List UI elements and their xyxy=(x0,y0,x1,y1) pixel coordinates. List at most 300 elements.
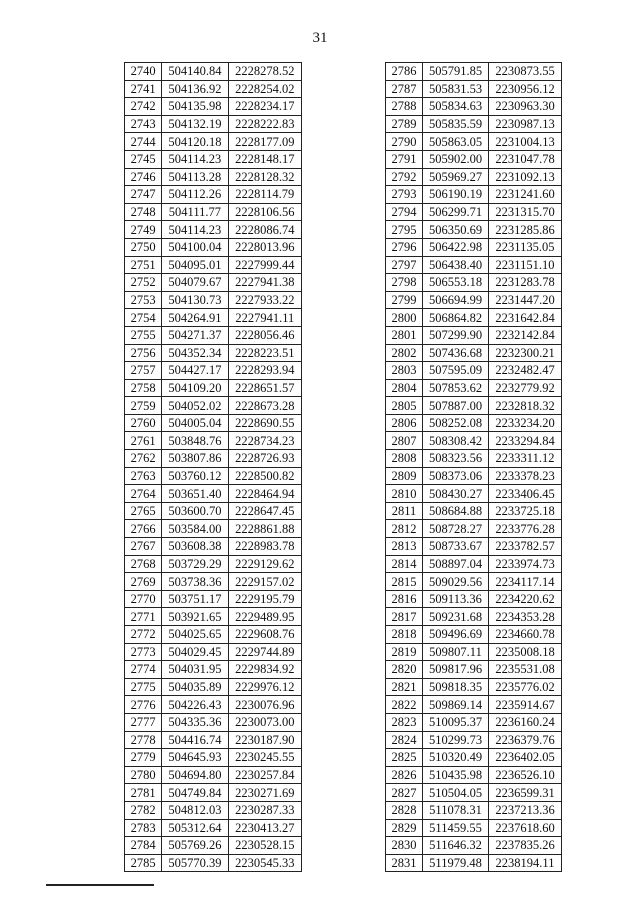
point-number-cell: 2743 xyxy=(125,115,162,133)
table-row xyxy=(386,661,562,679)
y-coordinate-cell: 2236599.31 xyxy=(489,784,562,802)
table-row xyxy=(386,555,562,573)
y-coordinate-cell: 2228500.82 xyxy=(228,467,301,485)
x-coordinate-cell: 504132.19 xyxy=(162,115,228,133)
x-coordinate-cell: 509231.68 xyxy=(423,608,489,626)
table-row xyxy=(386,450,562,468)
x-coordinate-cell: 508373.06 xyxy=(423,467,489,485)
point-number-cell: 2759 xyxy=(125,397,162,415)
y-coordinate-cell: 2227999.44 xyxy=(228,256,301,274)
point-number-cell: 2818 xyxy=(386,626,423,644)
table-row xyxy=(125,309,302,327)
y-coordinate-cell: 2233234.20 xyxy=(489,414,562,432)
x-coordinate-cell: 510095.37 xyxy=(423,713,489,731)
point-number-cell: 2771 xyxy=(125,608,162,626)
y-coordinate-cell: 2230287.33 xyxy=(228,801,301,819)
x-coordinate-cell: 511979.48 xyxy=(423,854,489,872)
table-row xyxy=(125,643,302,661)
point-number-cell: 2752 xyxy=(125,274,162,292)
y-coordinate-cell: 2228726.93 xyxy=(228,450,301,468)
y-coordinate-cell: 2228222.83 xyxy=(228,115,301,133)
table-row xyxy=(125,520,302,538)
x-coordinate-cell: 504335.36 xyxy=(162,713,228,731)
table-row xyxy=(125,168,302,186)
table-row xyxy=(125,538,302,556)
x-coordinate-cell: 504140.84 xyxy=(162,63,228,81)
footnote-rule xyxy=(46,884,154,886)
y-coordinate-cell: 2237835.26 xyxy=(489,837,562,855)
y-coordinate-cell: 2230956.12 xyxy=(489,80,562,98)
table-row xyxy=(125,98,302,116)
y-coordinate-cell: 2230963.30 xyxy=(489,98,562,116)
y-coordinate-cell: 2228690.55 xyxy=(228,414,301,432)
x-coordinate-cell: 504226.43 xyxy=(162,696,228,714)
point-number-cell: 2828 xyxy=(386,801,423,819)
y-coordinate-cell: 2228293.94 xyxy=(228,362,301,380)
point-number-cell: 2791 xyxy=(386,150,423,168)
table-row xyxy=(125,186,302,204)
x-coordinate-cell: 509869.14 xyxy=(423,696,489,714)
point-number-cell: 2763 xyxy=(125,467,162,485)
point-number-cell: 2819 xyxy=(386,643,423,661)
point-number-cell: 2820 xyxy=(386,661,423,679)
coordinates-table-left xyxy=(124,62,302,872)
x-coordinate-cell: 504271.37 xyxy=(162,326,228,344)
point-number-cell: 2740 xyxy=(125,63,162,81)
x-coordinate-cell: 508430.27 xyxy=(423,485,489,503)
y-coordinate-cell: 2228647.45 xyxy=(228,502,301,520)
table-row xyxy=(386,326,562,344)
x-coordinate-cell: 504109.20 xyxy=(162,379,228,397)
y-coordinate-cell: 2230073.00 xyxy=(228,713,301,731)
y-coordinate-cell: 2228651.57 xyxy=(228,379,301,397)
point-number-cell: 2750 xyxy=(125,238,162,256)
y-coordinate-cell: 2229744.89 xyxy=(228,643,301,661)
x-coordinate-cell: 508684.88 xyxy=(423,502,489,520)
point-number-cell: 2793 xyxy=(386,186,423,204)
table-row xyxy=(386,362,562,380)
y-coordinate-cell: 2234353.28 xyxy=(489,608,562,626)
point-number-cell: 2815 xyxy=(386,573,423,591)
table-row xyxy=(386,274,562,292)
y-coordinate-cell: 2230245.55 xyxy=(228,749,301,767)
y-coordinate-cell: 2238194.11 xyxy=(489,854,562,872)
table-row xyxy=(125,819,302,837)
table-row xyxy=(386,397,562,415)
x-coordinate-cell: 507853.62 xyxy=(423,379,489,397)
x-coordinate-cell: 510504.05 xyxy=(423,784,489,802)
table-row xyxy=(386,801,562,819)
point-number-cell: 2814 xyxy=(386,555,423,573)
point-number-cell: 2785 xyxy=(125,854,162,872)
y-coordinate-cell: 2230257.84 xyxy=(228,766,301,784)
table-row xyxy=(386,238,562,256)
point-number-cell: 2789 xyxy=(386,115,423,133)
x-coordinate-cell: 505791.85 xyxy=(423,63,489,81)
table-row xyxy=(125,238,302,256)
table-row xyxy=(125,626,302,644)
table-row xyxy=(125,344,302,362)
table-row xyxy=(386,819,562,837)
point-number-cell: 2804 xyxy=(386,379,423,397)
y-coordinate-cell: 2234660.78 xyxy=(489,626,562,644)
point-number-cell: 2786 xyxy=(386,63,423,81)
x-coordinate-cell: 507436.68 xyxy=(423,344,489,362)
x-coordinate-cell: 505769.26 xyxy=(162,837,228,855)
table-row xyxy=(125,115,302,133)
table-row xyxy=(125,414,302,432)
point-number-cell: 2787 xyxy=(386,80,423,98)
x-coordinate-cell: 509029.56 xyxy=(423,573,489,591)
table-row xyxy=(125,203,302,221)
x-coordinate-cell: 504114.23 xyxy=(162,150,228,168)
table-row xyxy=(386,414,562,432)
table-row xyxy=(386,432,562,450)
point-number-cell: 2799 xyxy=(386,291,423,309)
x-coordinate-cell: 504136.92 xyxy=(162,80,228,98)
point-number-cell: 2802 xyxy=(386,344,423,362)
x-coordinate-cell: 504130.73 xyxy=(162,291,228,309)
point-number-cell: 2794 xyxy=(386,203,423,221)
table-row xyxy=(386,520,562,538)
y-coordinate-cell: 2233725.18 xyxy=(489,502,562,520)
point-number-cell: 2778 xyxy=(125,731,162,749)
y-coordinate-cell: 2230545.33 xyxy=(228,854,301,872)
y-coordinate-cell: 2231315.70 xyxy=(489,203,562,221)
x-coordinate-cell: 503807.86 xyxy=(162,450,228,468)
x-coordinate-cell: 504112.26 xyxy=(162,186,228,204)
point-number-cell: 2821 xyxy=(386,678,423,696)
y-coordinate-cell: 2228056.46 xyxy=(228,326,301,344)
table-row xyxy=(386,643,562,661)
point-number-cell: 2766 xyxy=(125,520,162,538)
point-number-cell: 2781 xyxy=(125,784,162,802)
y-coordinate-cell: 2229608.76 xyxy=(228,626,301,644)
table-row xyxy=(386,291,562,309)
table-row xyxy=(125,432,302,450)
x-coordinate-cell: 504100.04 xyxy=(162,238,228,256)
point-number-cell: 2757 xyxy=(125,362,162,380)
table-row xyxy=(386,678,562,696)
y-coordinate-cell: 2233378.23 xyxy=(489,467,562,485)
x-coordinate-cell: 506438.40 xyxy=(423,256,489,274)
table-row xyxy=(125,784,302,802)
table-row xyxy=(386,379,562,397)
y-coordinate-cell: 2237618.60 xyxy=(489,819,562,837)
table-row xyxy=(386,344,562,362)
y-coordinate-cell: 2229976.12 xyxy=(228,678,301,696)
y-coordinate-cell: 2236526.10 xyxy=(489,766,562,784)
table-row xyxy=(125,749,302,767)
table-row xyxy=(125,713,302,731)
table-row xyxy=(386,168,562,186)
y-coordinate-cell: 2232779.92 xyxy=(489,379,562,397)
point-number-cell: 2755 xyxy=(125,326,162,344)
y-coordinate-cell: 2228464.94 xyxy=(228,485,301,503)
y-coordinate-cell: 2233974.73 xyxy=(489,555,562,573)
x-coordinate-cell: 510299.73 xyxy=(423,731,489,749)
y-coordinate-cell: 2231447.20 xyxy=(489,291,562,309)
x-coordinate-cell: 504812.03 xyxy=(162,801,228,819)
x-coordinate-cell: 504427.17 xyxy=(162,362,228,380)
table-row xyxy=(125,326,302,344)
table-row xyxy=(386,309,562,327)
point-number-cell: 2747 xyxy=(125,186,162,204)
coordinates-table-left-body xyxy=(125,63,302,872)
point-number-cell: 2806 xyxy=(386,414,423,432)
y-coordinate-cell: 2236379.76 xyxy=(489,731,562,749)
x-coordinate-cell: 504029.45 xyxy=(162,643,228,661)
coordinates-table-right-body xyxy=(386,63,562,872)
x-coordinate-cell: 504111.77 xyxy=(162,203,228,221)
y-coordinate-cell: 2230271.69 xyxy=(228,784,301,802)
point-number-cell: 2749 xyxy=(125,221,162,239)
x-coordinate-cell: 506422.98 xyxy=(423,238,489,256)
x-coordinate-cell: 511646.32 xyxy=(423,837,489,855)
x-coordinate-cell: 505834.63 xyxy=(423,98,489,116)
x-coordinate-cell: 505969.27 xyxy=(423,168,489,186)
x-coordinate-cell: 504416.74 xyxy=(162,731,228,749)
y-coordinate-cell: 2232142.84 xyxy=(489,326,562,344)
point-number-cell: 2742 xyxy=(125,98,162,116)
y-coordinate-cell: 2234220.62 xyxy=(489,590,562,608)
y-coordinate-cell: 2228177.09 xyxy=(228,133,301,151)
y-coordinate-cell: 2231241.60 xyxy=(489,186,562,204)
y-coordinate-cell: 2231004.13 xyxy=(489,133,562,151)
point-number-cell: 2797 xyxy=(386,256,423,274)
point-number-cell: 2762 xyxy=(125,450,162,468)
page-number: 31 xyxy=(312,30,328,46)
x-coordinate-cell: 507887.00 xyxy=(423,397,489,415)
y-coordinate-cell: 2234117.14 xyxy=(489,573,562,591)
y-coordinate-cell: 2230528.15 xyxy=(228,837,301,855)
point-number-cell: 2780 xyxy=(125,766,162,784)
x-coordinate-cell: 507299.90 xyxy=(423,326,489,344)
point-number-cell: 2748 xyxy=(125,203,162,221)
point-number-cell: 2784 xyxy=(125,837,162,855)
x-coordinate-cell: 506350.69 xyxy=(423,221,489,239)
x-coordinate-cell: 505835.59 xyxy=(423,115,489,133)
x-coordinate-cell: 504095.01 xyxy=(162,256,228,274)
x-coordinate-cell: 509807.11 xyxy=(423,643,489,661)
y-coordinate-cell: 2228114.79 xyxy=(228,186,301,204)
x-coordinate-cell: 506190.19 xyxy=(423,186,489,204)
x-coordinate-cell: 504052.02 xyxy=(162,397,228,415)
table-row xyxy=(125,256,302,274)
y-coordinate-cell: 2231642.84 xyxy=(489,309,562,327)
x-coordinate-cell: 508897.04 xyxy=(423,555,489,573)
y-coordinate-cell: 2231285.86 xyxy=(489,221,562,239)
table-row xyxy=(125,608,302,626)
point-number-cell: 2776 xyxy=(125,696,162,714)
y-coordinate-cell: 2233311.12 xyxy=(489,450,562,468)
table-row xyxy=(386,590,562,608)
table-row xyxy=(125,362,302,380)
table-row xyxy=(386,98,562,116)
point-number-cell: 2790 xyxy=(386,133,423,151)
table-row xyxy=(125,150,302,168)
table-row xyxy=(125,661,302,679)
x-coordinate-cell: 505863.05 xyxy=(423,133,489,151)
y-coordinate-cell: 2229157.02 xyxy=(228,573,301,591)
point-number-cell: 2827 xyxy=(386,784,423,802)
y-coordinate-cell: 2235776.02 xyxy=(489,678,562,696)
x-coordinate-cell: 504694.80 xyxy=(162,766,228,784)
point-number-cell: 2745 xyxy=(125,150,162,168)
y-coordinate-cell: 2228673.28 xyxy=(228,397,301,415)
x-coordinate-cell: 509113.36 xyxy=(423,590,489,608)
x-coordinate-cell: 511459.55 xyxy=(423,819,489,837)
point-number-cell: 2765 xyxy=(125,502,162,520)
table-row xyxy=(125,555,302,573)
point-number-cell: 2825 xyxy=(386,749,423,767)
table-row xyxy=(386,854,562,872)
x-coordinate-cell: 508252.08 xyxy=(423,414,489,432)
y-coordinate-cell: 2231092.13 xyxy=(489,168,562,186)
table-row xyxy=(386,221,562,239)
point-number-cell: 2795 xyxy=(386,221,423,239)
point-number-cell: 2811 xyxy=(386,502,423,520)
point-number-cell: 2796 xyxy=(386,238,423,256)
x-coordinate-cell: 504352.34 xyxy=(162,344,228,362)
y-coordinate-cell: 2228148.17 xyxy=(228,150,301,168)
point-number-cell: 2822 xyxy=(386,696,423,714)
y-coordinate-cell: 2227933.22 xyxy=(228,291,301,309)
y-coordinate-cell: 2227941.11 xyxy=(228,309,301,327)
y-coordinate-cell: 2230873.55 xyxy=(489,63,562,81)
table-row xyxy=(386,731,562,749)
table-row xyxy=(386,837,562,855)
x-coordinate-cell: 504645.93 xyxy=(162,749,228,767)
point-number-cell: 2756 xyxy=(125,344,162,362)
x-coordinate-cell: 508733.67 xyxy=(423,538,489,556)
y-coordinate-cell: 2228106.56 xyxy=(228,203,301,221)
y-coordinate-cell: 2232300.21 xyxy=(489,344,562,362)
table-row xyxy=(386,467,562,485)
x-coordinate-cell: 510320.49 xyxy=(423,749,489,767)
table-row xyxy=(386,538,562,556)
point-number-cell: 2816 xyxy=(386,590,423,608)
table-row xyxy=(386,256,562,274)
y-coordinate-cell: 2233406.45 xyxy=(489,485,562,503)
table-row xyxy=(386,749,562,767)
point-number-cell: 2800 xyxy=(386,309,423,327)
table-row xyxy=(125,696,302,714)
point-number-cell: 2813 xyxy=(386,538,423,556)
table-row xyxy=(386,63,562,81)
y-coordinate-cell: 2231283.78 xyxy=(489,274,562,292)
point-number-cell: 2824 xyxy=(386,731,423,749)
point-number-cell: 2812 xyxy=(386,520,423,538)
table-row xyxy=(125,766,302,784)
table-row xyxy=(386,133,562,151)
point-number-cell: 2782 xyxy=(125,801,162,819)
x-coordinate-cell: 506299.71 xyxy=(423,203,489,221)
point-number-cell: 2746 xyxy=(125,168,162,186)
y-coordinate-cell: 2237213.36 xyxy=(489,801,562,819)
table-row xyxy=(386,626,562,644)
x-coordinate-cell: 504079.67 xyxy=(162,274,228,292)
point-number-cell: 2773 xyxy=(125,643,162,661)
x-coordinate-cell: 503584.00 xyxy=(162,520,228,538)
y-coordinate-cell: 2229834.92 xyxy=(228,661,301,679)
x-coordinate-cell: 509818.35 xyxy=(423,678,489,696)
x-coordinate-cell: 503651.40 xyxy=(162,485,228,503)
y-coordinate-cell: 2228223.51 xyxy=(228,344,301,362)
y-coordinate-cell: 2230187.90 xyxy=(228,731,301,749)
point-number-cell: 2798 xyxy=(386,274,423,292)
y-coordinate-cell: 2228234.17 xyxy=(228,98,301,116)
point-number-cell: 2764 xyxy=(125,485,162,503)
point-number-cell: 2768 xyxy=(125,555,162,573)
x-coordinate-cell: 504035.89 xyxy=(162,678,228,696)
table-row xyxy=(386,696,562,714)
table-row xyxy=(386,80,562,98)
y-coordinate-cell: 2232818.32 xyxy=(489,397,562,415)
table-row xyxy=(386,713,562,731)
point-number-cell: 2769 xyxy=(125,573,162,591)
x-coordinate-cell: 504264.91 xyxy=(162,309,228,327)
y-coordinate-cell: 2231151.10 xyxy=(489,256,562,274)
y-coordinate-cell: 2230413.27 xyxy=(228,819,301,837)
point-number-cell: 2754 xyxy=(125,309,162,327)
x-coordinate-cell: 505312.64 xyxy=(162,819,228,837)
x-coordinate-cell: 504135.98 xyxy=(162,98,228,116)
coordinates-table-right xyxy=(385,62,562,872)
x-coordinate-cell: 505770.39 xyxy=(162,854,228,872)
point-number-cell: 2770 xyxy=(125,590,162,608)
x-coordinate-cell: 511078.31 xyxy=(423,801,489,819)
y-coordinate-cell: 2231047.78 xyxy=(489,150,562,168)
y-coordinate-cell: 2233776.28 xyxy=(489,520,562,538)
y-coordinate-cell: 2230987.13 xyxy=(489,115,562,133)
x-coordinate-cell: 507595.09 xyxy=(423,362,489,380)
table-row xyxy=(125,63,302,81)
x-coordinate-cell: 505902.00 xyxy=(423,150,489,168)
y-coordinate-cell: 2235531.08 xyxy=(489,661,562,679)
point-number-cell: 2826 xyxy=(386,766,423,784)
y-coordinate-cell: 2233782.57 xyxy=(489,538,562,556)
point-number-cell: 2830 xyxy=(386,837,423,855)
y-coordinate-cell: 2232482.47 xyxy=(489,362,562,380)
table-row xyxy=(125,221,302,239)
y-coordinate-cell: 2229195.79 xyxy=(228,590,301,608)
point-number-cell: 2801 xyxy=(386,326,423,344)
point-number-cell: 2788 xyxy=(386,98,423,116)
table-row xyxy=(125,450,302,468)
x-coordinate-cell: 503608.38 xyxy=(162,538,228,556)
y-coordinate-cell: 2228086.74 xyxy=(228,221,301,239)
x-coordinate-cell: 504120.18 xyxy=(162,133,228,151)
y-coordinate-cell: 2235008.18 xyxy=(489,643,562,661)
table-row xyxy=(125,502,302,520)
point-number-cell: 2741 xyxy=(125,80,162,98)
y-coordinate-cell: 2229129.62 xyxy=(228,555,301,573)
y-coordinate-cell: 2233294.84 xyxy=(489,432,562,450)
y-coordinate-cell: 2231135.05 xyxy=(489,238,562,256)
y-coordinate-cell: 2228983.78 xyxy=(228,538,301,556)
x-coordinate-cell: 503738.36 xyxy=(162,573,228,591)
y-coordinate-cell: 2228278.52 xyxy=(228,63,301,81)
x-coordinate-cell: 504114.23 xyxy=(162,221,228,239)
table-row xyxy=(125,590,302,608)
point-number-cell: 2792 xyxy=(386,168,423,186)
table-row xyxy=(386,203,562,221)
x-coordinate-cell: 508728.27 xyxy=(423,520,489,538)
x-coordinate-cell: 504749.84 xyxy=(162,784,228,802)
point-number-cell: 2810 xyxy=(386,485,423,503)
table-row xyxy=(386,573,562,591)
